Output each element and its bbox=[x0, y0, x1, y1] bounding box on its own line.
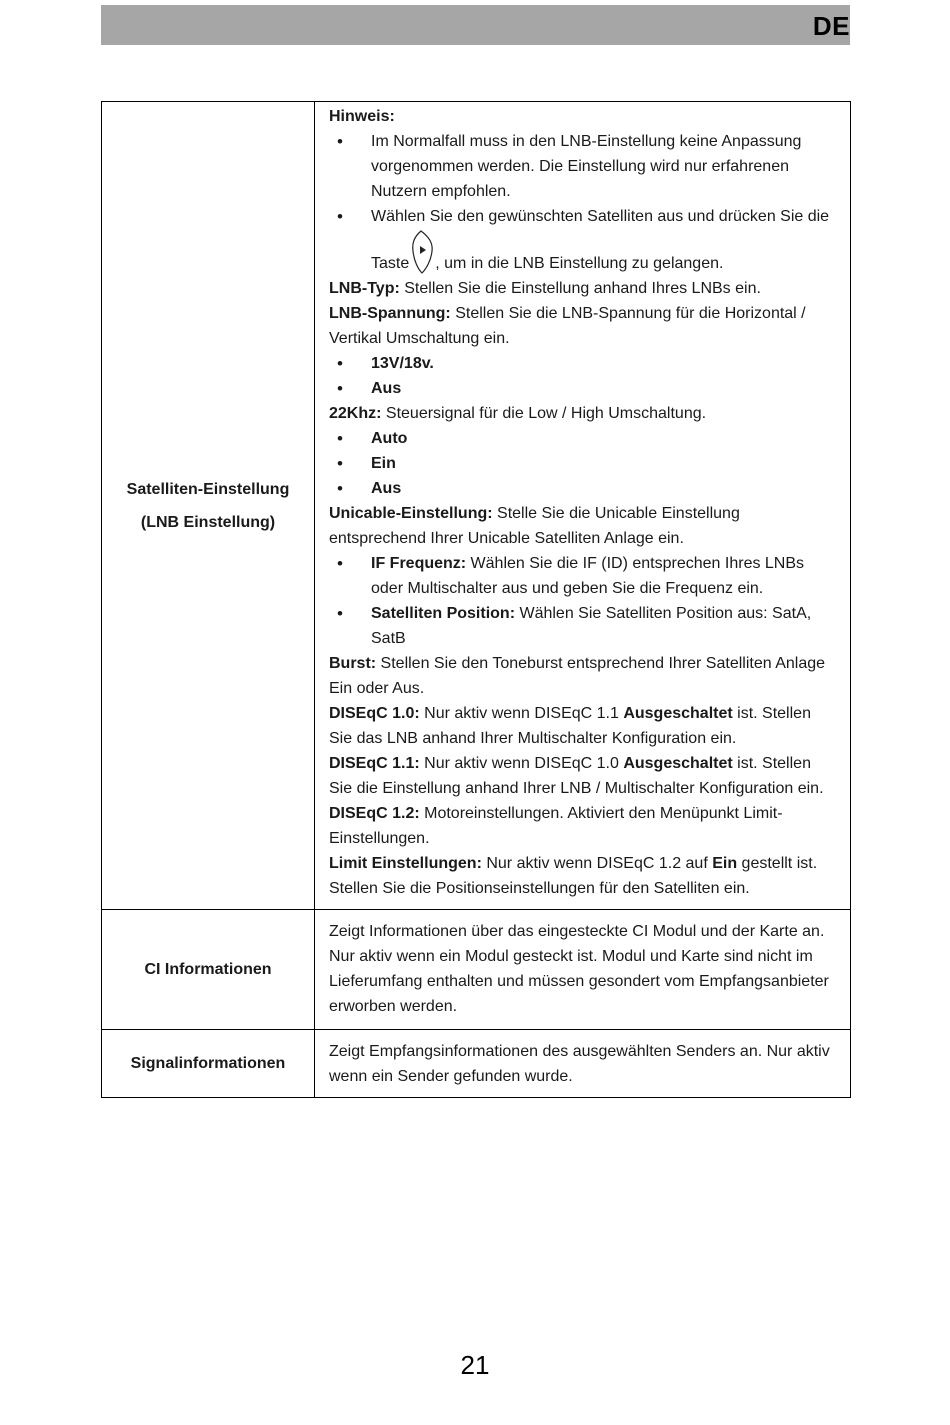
list-item: • Im Normalfall muss in den LNB-Einstellung keine Anpassung vorgenommen werden. Die Einstellung wird nur erfahrenen Nutzern empfohlen. bbox=[329, 129, 836, 204]
list-item: • Ein bbox=[329, 451, 836, 476]
list-item: • Auto bbox=[329, 426, 836, 451]
page-number: 21 bbox=[460, 1350, 490, 1380]
language-code: DE bbox=[812, 11, 850, 41]
burst-paragraph: Burst: Stellen Sie den Toneburst entsprechend Ihrer Satelliten Anlage Ein oder Aus. bbox=[329, 655, 826, 697]
ci-label: CI Informationen bbox=[102, 910, 315, 1030]
signal-label: Signalinformationen bbox=[102, 1030, 315, 1098]
list-item: • Aus bbox=[329, 476, 836, 501]
lnb-voltage-paragraph: LNB-Spannung: Stellen Sie die LNB-Spannung für die Horizontal / Vertikal Umschaltung ein. bbox=[329, 305, 806, 347]
satellite-label-line1: Satelliten-Einstellung bbox=[126, 480, 290, 498]
row-label-cell bbox=[102, 102, 315, 910]
hint-title: Hinweis: bbox=[329, 108, 395, 125]
row-content-cell bbox=[315, 102, 851, 910]
satellite-label-line2: (LNB Einstellung) bbox=[140, 513, 276, 531]
list-item: • Aus bbox=[329, 376, 836, 401]
table-row-signal-info bbox=[102, 1030, 851, 1098]
language-header-bar bbox=[101, 5, 850, 45]
settings-table bbox=[101, 101, 851, 1098]
khz-paragraph: 22Khz: Steuersignal für die Low / High Umschaltung. bbox=[329, 405, 707, 422]
signal-description: Zeigt Empfangsinformationen des ausgewählten Senders an. Nur aktiv wenn ein Sender gefunden wurde. bbox=[315, 1030, 851, 1098]
ci-description: Zeigt Informationen über das eingesteckte CI Modul und der Karte an. Nur aktiv wenn ein Modul gesteckt ist. Modul und Karte sind nicht im Lieferumfang enthalten und müssen gesondert vom Empfangsanbieter erworben werden. bbox=[315, 910, 851, 1030]
diseqc10-paragraph: DISEqC 1.0: Nur aktiv wenn DISEqC 1.1 Ausgeschaltet ist. Stellen Sie das LNB anhand Ihrer Multischalter Konfiguration ein. bbox=[329, 705, 811, 747]
list-item: • 13V/18v. bbox=[329, 351, 836, 376]
list-item: • Satelliten Position: Wählen Sie Satelliten Position aus: SatA, SatB bbox=[329, 601, 836, 651]
unicable-paragraph: Unicable-Einstellung: Stelle Sie die Unicable Einstellung entsprechend Ihrer Unicable Satelliten Anlage ein. bbox=[329, 505, 740, 547]
khz-options-list bbox=[329, 426, 836, 501]
diseqc12-paragraph: DISEqC 1.2: Motoreinstellungen. Aktiviert den Menüpunkt Limit-Einstellungen. bbox=[329, 805, 783, 847]
limit-paragraph: Limit Einstellungen: Nur aktiv wenn DISEqC 1.2 auf Ein gestellt ist. Stellen Sie die Positionseinstellungen für den Satelliten ein. bbox=[329, 855, 818, 897]
hint-list bbox=[329, 129, 836, 276]
list-item: • IF Frequenz: Wählen Sie die IF (ID) entsprechen Ihres LNBs oder Multischalter aus und geben Sie die Frequenz ein. bbox=[329, 551, 836, 601]
right-arrow-key-icon bbox=[410, 229, 434, 275]
lnb-type-paragraph: LNB-Typ: Stellen Sie die Einstellung anhand Ihres LNBs ein. bbox=[329, 280, 761, 297]
diseqc11-paragraph: DISEqC 1.1: Nur aktiv wenn DISEqC 1.0 Ausgeschaltet ist. Stellen Sie die Einstellung anhand Ihrer LNB / Multischalter Konfiguration ein. bbox=[329, 755, 824, 797]
list-item: • Wählen Sie den gewünschten Satelliten aus und drücken Sie die Taste , um in die LNB Einstellung zu gelangen. bbox=[329, 204, 836, 276]
unicable-options-list bbox=[329, 551, 836, 651]
voltage-options-list bbox=[329, 351, 836, 401]
table-row-ci-info bbox=[102, 910, 851, 1030]
table-row-satellite-settings bbox=[102, 102, 851, 910]
